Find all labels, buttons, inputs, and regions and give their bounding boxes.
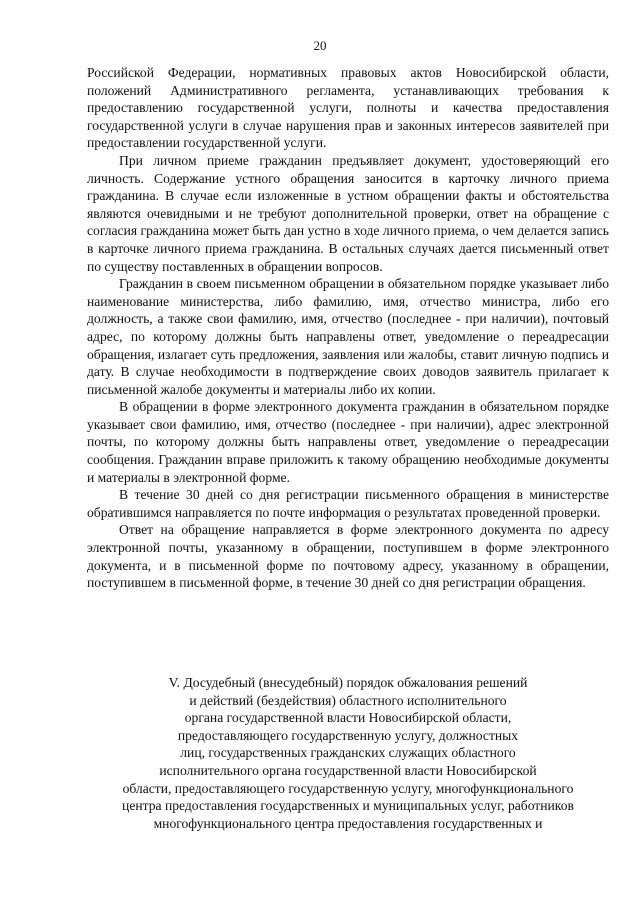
body-text bbox=[87, 64, 609, 592]
heading-line: органа государственной власти Новосибирской области, bbox=[184, 710, 512, 726]
heading-line: центра предоставления государственных и муниципальных услуг, работников bbox=[122, 798, 574, 814]
heading-line: V. Досудебный (внесудебный) порядок обжалования решений bbox=[168, 675, 528, 690]
heading-line: предоставляющего государственную услугу, должностных bbox=[177, 727, 519, 743]
heading-line: исполнительного органа государственной власти Новосибирской bbox=[159, 762, 537, 778]
paragraph-response-delivery: Ответ на обращение направляется в форме электронного документа по адресу электронной почты, указанному в обращении, поступившем в форме электронного документа, и в письменной форме по почтовому адресу, указанному в обращении, поступившем в письменной форме, в течение 30 дней со дня регистрации обращения. bbox=[87, 522, 609, 591]
paragraph-electronic-appeal: В обращении в форме электронного документа гражданин в обязательном порядке указывает свои фамилию, имя, отчество (последнее - при наличии), адрес электронной почты, по которому должны быть направлены ответ, уведомление о переадресации сообщения. Гражданин вправе приложить к такому обращению необходимые документы и материалы в электронной форме. bbox=[87, 399, 609, 485]
heading-line: лиц, государственных гражданских служащих областного bbox=[180, 745, 516, 761]
page-number: 20 bbox=[313, 38, 327, 53]
heading-line: многофункционального центра предоставления государственных и bbox=[153, 815, 543, 831]
heading-line: области, предоставляющего государственную услугу, многофункционального bbox=[122, 780, 574, 796]
paragraph-personal-reception: При личном приеме гражданин предъявляет документ, удостоверяющий его личность. Содержание устного обращения заносится в карточку личного приема гражданина. В случае если изложенные в устном обращении факты и обстоятельства являются очевидными и не требуют дополнительной проверки, ответ на обращение с согласия гражданина может быть дан устно в ходе личного приема, о чем делается запись в карточке личного приема гражданина. В остальных случаях дается письменный ответ по существу поставленных в обращении вопросов. bbox=[87, 152, 609, 274]
paragraph-response-deadline: В течение 30 дней со дня регистрации письменного обращения в министерстве обратившимся направляется по почте информация о результатах проведенной проверки. bbox=[87, 487, 609, 520]
paragraph-continuation: Российской Федерации, нормативных правовых актов Новосибирской области, положений Административного регламента, устанавливающих требования к предоставлению государственной услуги, полноты и качества предоставления государственной услуги в случае нарушения прав и законных интересов заявителей при предоставлении государственной услуги. bbox=[87, 65, 609, 151]
heading-line: и действий (бездействия) областного исполнительного bbox=[189, 692, 507, 708]
paragraph-written-appeal: Гражданин в своем письменном обращении в обязательном порядке указывает либо наименование министерства, либо фамилию, имя, отчество министра, либо его должность, а также свои фамилию, имя, отчество (последнее - при наличии), почтовый адрес, по которому должны быть направлены ответ, уведомление о переадресации обращения, излагает суть предложения, заявления или жалобы, ставит личную подпись и дату. В случае необходимости в подтверждение своих доводов заявитель прилагает к письменной жалобе документы и материалы либо их копии. bbox=[87, 276, 609, 397]
section-heading bbox=[87, 674, 609, 832]
